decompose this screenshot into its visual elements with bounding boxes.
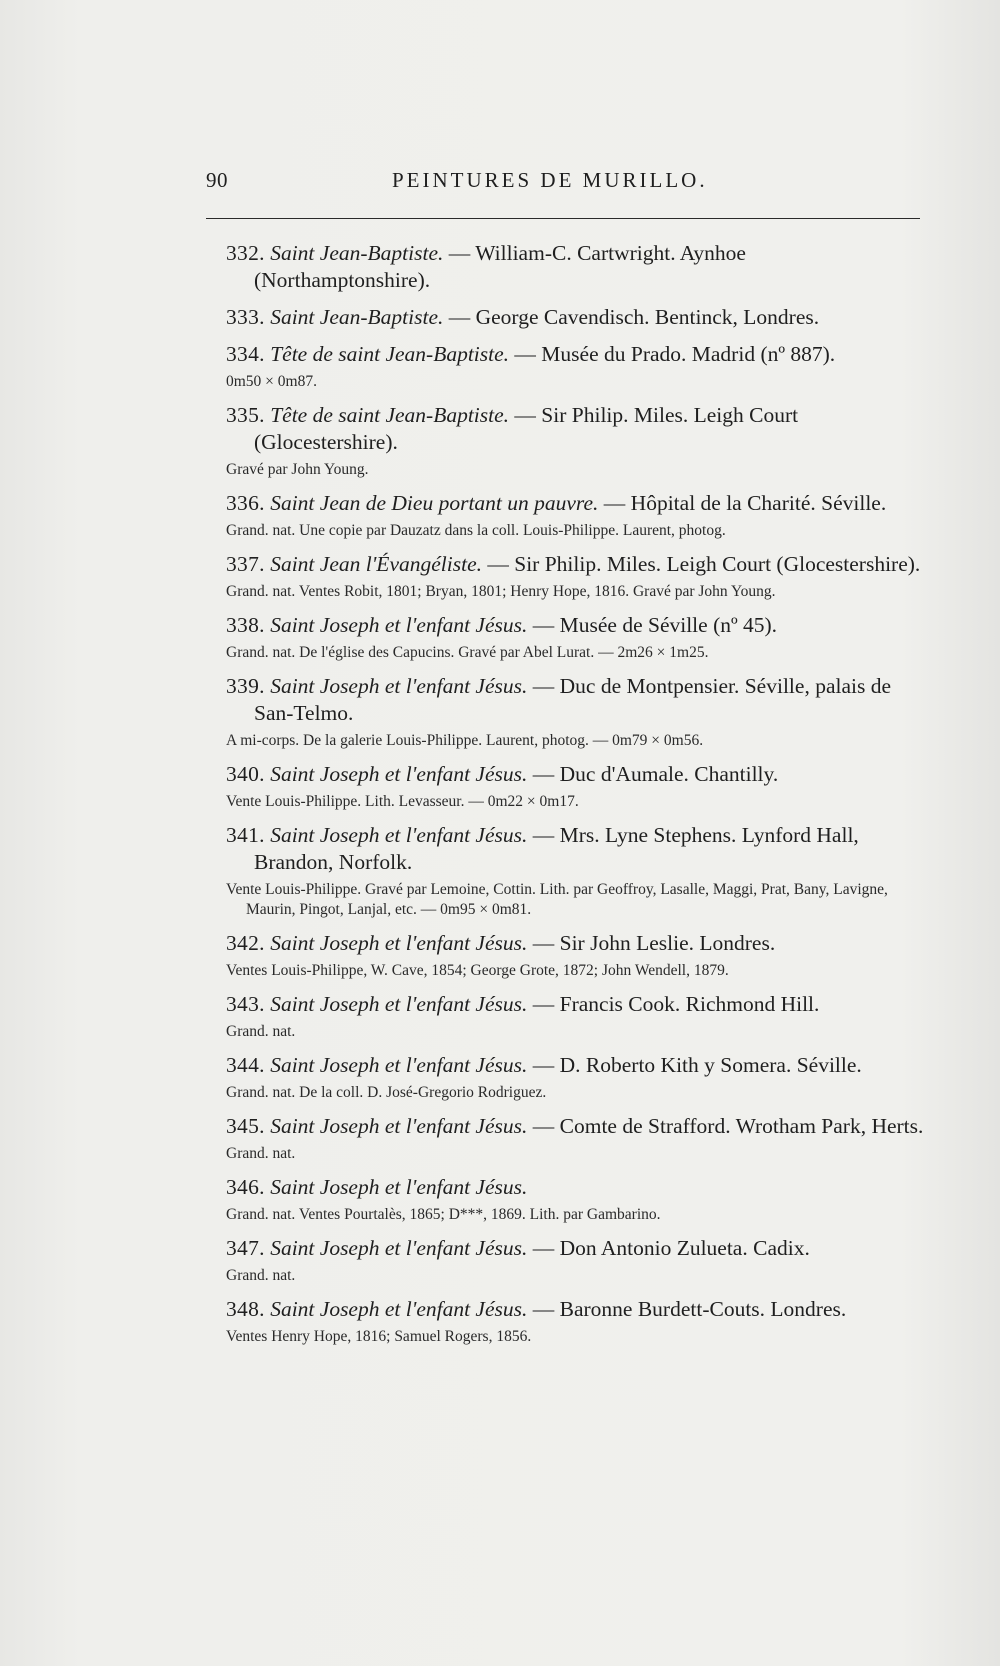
entry-heading [226,1174,926,1201]
entry-note: Gravé par John Young. [226,461,369,478]
entry-heading [226,551,926,578]
entry-heading [226,490,926,517]
entry-number: 337. [226,552,265,576]
catalogue-entry [226,1174,926,1225]
entry-title: Saint Joseph et l'enfant Jésus. [270,674,528,698]
entry-title: Saint Joseph et l'enfant Jésus. [270,613,528,637]
entry-heading [226,991,926,1018]
entry-number: 348. [226,1297,265,1321]
entry-heading [226,341,926,368]
catalogue-entry [226,1052,926,1103]
entry-title: Saint Joseph et l'enfant Jésus. [270,1175,528,1199]
entry-number: 336. [226,491,265,515]
entry-heading [226,402,926,456]
entry-note: Grand. nat. Ventes Robit, 1801; Bryan, 1801; Henry Hope, 1816. Gravé par John Young. [226,583,776,600]
entry-location: — Duc de Montpensier. Séville, palais de San-Telmo. [254,674,892,725]
entry-location: — Musée de Séville (nº 45). [527,613,778,637]
entry-location: — William-C. Cartwright. Aynhoe (Northamptonshire). [254,241,746,292]
catalogue-entry [226,341,926,392]
entry-title: Saint Jean-Baptiste. [270,241,444,265]
entry-heading [226,304,926,331]
entry-title: Saint Joseph et l'enfant Jésus. [270,931,528,955]
catalogue-entry [226,930,926,981]
entry-title: Saint Jean de Dieu portant un pauvre. [270,491,599,515]
entry-note: 0m50 × 0m87. [226,373,317,390]
entry-heading [226,822,926,876]
entry-location: — Musée du Prado. Madrid (nº 887). [509,342,836,366]
entry-location: — Sir Philip. Miles. Leigh Court (Glocestershire). [481,552,921,576]
entry-note: A mi-corps. De la galerie Louis-Philippe. Laurent, photog. — 0m79 × 0m56. [226,732,704,749]
entry-location: — D. Roberto Kith y Somera. Séville. [527,1053,862,1077]
entry-number: 345. [226,1114,265,1138]
entry-title: Saint Jean l'Évangéliste. [270,552,482,576]
catalogue-entry [226,761,926,812]
entry-number: 335. [226,403,265,427]
entry-location: — Comte de Strafford. Wrotham Park, Herts. [527,1114,924,1138]
entry-title: Saint Joseph et l'enfant Jésus. [270,992,528,1016]
entry-title: Tête de saint Jean-Baptiste. [270,403,510,427]
entry-title: Saint Joseph et l'enfant Jésus. [270,1053,528,1077]
running-title: PEINTURES DE MURILLO. [392,168,708,192]
catalogue-entry [226,490,926,541]
entry-number: 334. [226,342,265,366]
entry-number: 342. [226,931,265,955]
entry-heading [226,673,926,727]
catalogue-entry [226,1113,926,1164]
entry-heading [226,1052,926,1079]
entry-heading [226,930,926,957]
entry-number: 339. [226,674,265,698]
entry-note: Grand. nat. Une copie par Dauzatz dans la coll. Louis-Philippe. Laurent, photog. [226,522,726,539]
page-number: 90 [206,168,228,192]
entry-location: — Hôpital de la Charité. Séville. [598,491,887,515]
entry-note: Grand. nat. De l'église des Capucins. Gravé par Abel Lurat. — 2m26 × 1m25. [226,644,709,661]
entry-note: Vente Louis-Philippe. Lith. Levasseur. — 0m22 × 0m17. [226,793,579,810]
entry-heading [226,240,926,294]
catalogue-entry [226,1235,926,1286]
catalogue-entry [226,240,926,294]
entry-heading [226,1235,926,1262]
header-rule [206,218,920,219]
entry-note: Ventes Henry Hope, 1816; Samuel Rogers, 1856. [226,1328,532,1345]
entry-heading [226,612,926,639]
entry-note: Grand. nat. De la coll. D. José-Gregorio Rodriguez. [226,1084,547,1101]
entry-title: Saint Joseph et l'enfant Jésus. [270,762,528,786]
catalogue-entry [226,612,926,663]
entry-title: Saint Joseph et l'enfant Jésus. [270,1236,528,1260]
entry-location: — Mrs. Lyne Stephens. Lynford Hall, Brandon, Norfolk. [254,823,859,874]
catalogue-entry [226,304,926,331]
entry-number: 344. [226,1053,265,1077]
catalogue-entry [226,822,926,920]
entry-note: Grand. nat. [226,1145,296,1162]
entry-title: Saint Joseph et l'enfant Jésus. [270,823,528,847]
entry-location: — Baronne Burdett-Couts. Londres. [527,1297,847,1321]
entry-title: Tête de saint Jean-Baptiste. [270,342,510,366]
entry-note: Ventes Louis-Philippe, W. Cave, 1854; George Grote, 1872; John Wendell, 1879. [226,962,729,979]
entry-number: 347. [226,1236,265,1260]
entry-number: 338. [226,613,265,637]
entry-title: Saint Joseph et l'enfant Jésus. [270,1114,528,1138]
entry-heading [226,1113,926,1140]
catalogue-entry [226,551,926,602]
catalogue-entry [226,991,926,1042]
entry-location: — Sir John Leslie. Londres. [527,931,776,955]
entry-title: Saint Joseph et l'enfant Jésus. [270,1297,528,1321]
catalogue-entries [226,240,926,1357]
catalogue-entry [226,673,926,751]
entry-heading [226,1296,926,1323]
entry-note: Grand. nat. [226,1267,296,1284]
entry-number: 333. [226,305,265,329]
page-header [206,168,966,198]
entry-location: — Sir Philip. Miles. Leigh Court (Glocestershire). [254,403,799,454]
entry-note: Vente Louis-Philippe. Gravé par Lemoine, Cottin. Lith. par Geoffroy, Lasalle, Maggi, Prat, Bany, Lavigne, Maurin, Pingot, Lanjal, etc. — 0m95 × 0m81. [226,881,888,918]
entry-location: — Don Antonio Zulueta. Cadix. [527,1236,810,1260]
entry-location: — Francis Cook. Richmond Hill. [527,992,820,1016]
entry-number: 346. [226,1175,265,1199]
catalogue-entry [226,1296,926,1347]
entry-heading [226,761,926,788]
entry-location: — Duc d'Aumale. Chantilly. [527,762,779,786]
entry-number: 340. [226,762,265,786]
entry-number: 341. [226,823,265,847]
entry-location: — George Cavendisch. Bentinck, Londres. [443,305,820,329]
entry-number: 332. [226,241,265,265]
catalogue-entry [226,402,926,480]
entry-title: Saint Jean-Baptiste. [270,305,444,329]
entry-note: Grand. nat. [226,1023,296,1040]
entry-number: 343. [226,992,265,1016]
entry-note: Grand. nat. Ventes Pourtalès, 1865; D***, 1869. Lith. par Gambarino. [226,1206,661,1223]
